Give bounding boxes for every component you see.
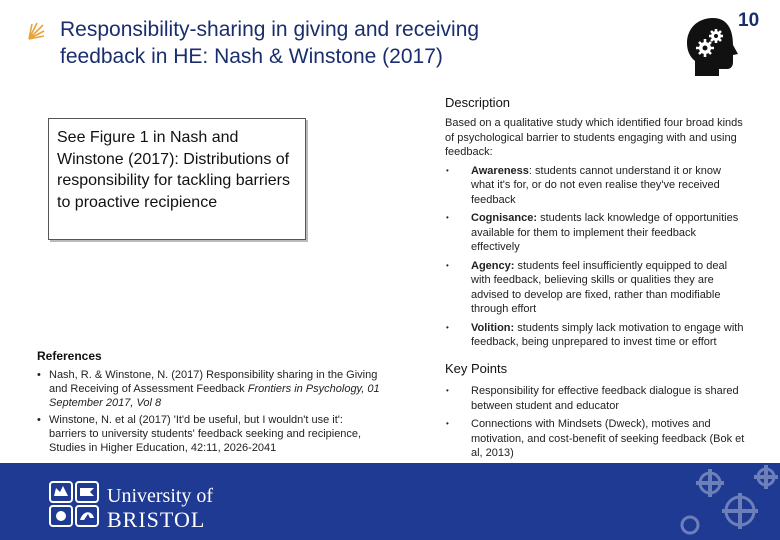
references-list bbox=[37, 368, 382, 455]
slide-title bbox=[60, 16, 620, 70]
figure-placeholder-text: See Figure 1 in Nash and Winstone (2017): Distributions of responsibility for tackling barriers to proactive recipience bbox=[57, 129, 290, 211]
university-name-line2: BRISTOL bbox=[107, 507, 206, 532]
references-body bbox=[37, 366, 382, 455]
list-item bbox=[445, 384, 745, 413]
barrier-text: students cannot understand it or know what it's for, or do not even realise they've received feedback bbox=[471, 164, 721, 206]
list-item bbox=[445, 417, 745, 461]
references-heading: References bbox=[37, 349, 102, 363]
bullet: • bbox=[37, 413, 41, 426]
barrier-term: Volition: bbox=[471, 321, 515, 334]
list-item bbox=[445, 211, 745, 255]
key-point-text: Connections with Mindsets (Dweck), motives and motivation, and cost-benefit of seeking feedback (Bok et al, 2013) bbox=[471, 418, 745, 459]
barrier-list bbox=[445, 164, 745, 350]
slide-number: 10 bbox=[738, 10, 760, 31]
key-points-heading: Key Points bbox=[445, 361, 508, 376]
bullet: • bbox=[446, 322, 449, 332]
bullet: • bbox=[446, 419, 449, 428]
gears-pattern-icon bbox=[590, 463, 780, 540]
description-intro: Based on a qualitative study which identified four broad kinds of psychological barrier to students engaging with and using feedback: bbox=[445, 117, 743, 158]
footer-bar bbox=[0, 463, 780, 540]
barrier-text: students lack knowledge of opportunities available for them to implement their feedback effectively bbox=[471, 212, 739, 253]
bullet: • bbox=[446, 213, 449, 222]
university-crest-icon bbox=[48, 480, 100, 528]
barrier-text: students simply lack motivation to engage with feedback, being unprepared to invest time or effort bbox=[471, 321, 744, 348]
slide-title-line1: Responsibility-sharing in giving and receiving bbox=[60, 18, 480, 41]
bullet: • bbox=[446, 386, 449, 395]
barrier-term: Agency: bbox=[471, 259, 515, 272]
key-points-list bbox=[445, 384, 745, 461]
list-item bbox=[37, 368, 382, 411]
barrier-term: Awareness bbox=[471, 164, 529, 177]
reference-italic: Frontiers in Psychology, 01 September 2017, Vol 8 bbox=[49, 383, 380, 410]
key-points-body bbox=[445, 380, 745, 461]
reference-text: Nash, R. & Winstone, N. (2017) Responsibility sharing in the Giving and Receiving of Assessment Feedback bbox=[49, 369, 378, 396]
bullet: • bbox=[37, 369, 41, 381]
list-item bbox=[445, 259, 745, 317]
slide-title-line2: feedback in HE: Nash & Winstone (2017) bbox=[60, 45, 443, 68]
key-point-text: Responsibility for effective feedback dialogue is shared between student and educator bbox=[471, 385, 739, 412]
bullet: • bbox=[446, 165, 449, 175]
head-gears-icon bbox=[683, 14, 743, 80]
list-item bbox=[445, 164, 745, 208]
figure-placeholder bbox=[48, 118, 306, 240]
university-name-line1: University of bbox=[107, 485, 214, 507]
description-body bbox=[445, 116, 745, 350]
bullet: • bbox=[446, 260, 449, 270]
list-item bbox=[37, 413, 382, 456]
barrier-text: students feel insufficiently equipped to deal with feedback, believing skills or qualities they are advised to develop are fixed, rather than modifiable through effort bbox=[471, 259, 728, 315]
list-item bbox=[445, 321, 745, 350]
star-bullet-icon bbox=[27, 22, 45, 40]
reference-text: Winstone, N. et al (2017) 'It'd be useful, but I wouldn't use it': barriers to university students' feedback seeking and recipience, Studies in Higher Education, 42:11, 2026-2041 bbox=[49, 413, 362, 455]
description-heading: Description bbox=[445, 95, 511, 110]
barrier-term: Cognisance: bbox=[471, 212, 538, 224]
barrier-sep: : bbox=[528, 164, 532, 177]
